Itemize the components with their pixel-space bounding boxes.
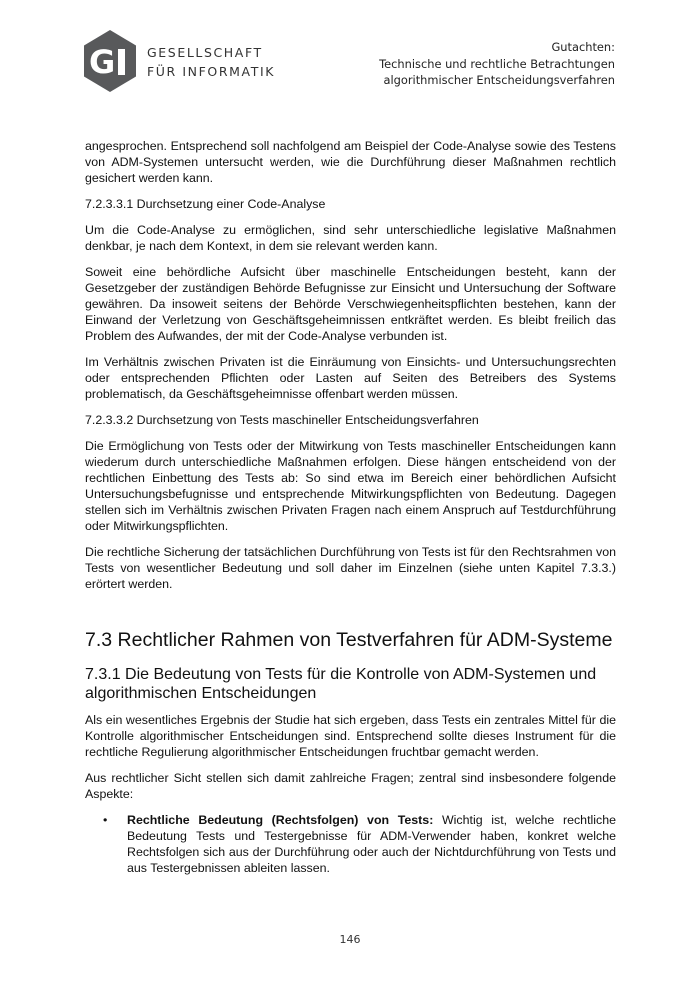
paragraph: Die Ermöglichung von Tests oder der Mitwirkung von Tests maschineller Entscheidungen kann wiederum durch unterschiedliche Maßnahmen erfolgen. Diese hängen entscheidend von der rechtlichen Einbettung des Tests ab: So sind etwa im Bereich einer behördlichen Aufsicht Untersuchungsbefugnisse und entsprechende Mitwirkungspflichten von Bedeutung. Dagegen stellen sich im Verhältnis zwischen Privaten Fragen nach einem Anspruch auf Testdurchführung oder Mitwirkungspflichten. (85, 439, 616, 533)
subsection-heading: 7.2.3.3.2 Durchsetzung von Tests maschineller Entscheidungsverfahren (85, 413, 479, 427)
section-heading: 7.3 Rechtlicher Rahmen von Testverfahren für ADM-Systeme (85, 629, 613, 651)
gi-logo-icon (84, 30, 136, 92)
organization-name (147, 43, 275, 81)
document-title (379, 39, 615, 89)
doc-title-line-1: Gutachten: (551, 40, 615, 54)
list-item-text: Wichtig ist, welche rechtliche Bedeutung Tests und Testergebnisse für ADM-Verwender haben, konkret welche Rechtsfolgen sich aus der Durchführung oder auch der Nichtdurchführung von Tests und aus Testergebnissen ableiten lassen. (127, 813, 617, 875)
paragraph: Als ein wesentliches Ergebnis der Studie hat sich ergeben, dass Tests ein zentrales Mittel für die Kontrolle algorithmischer Entscheidungen sind. Entsprechend sollte dieses Instrument für die rechtliche Regulierung algorithmischer Entscheidungen fruchtbar gemacht werden. (85, 713, 616, 759)
svg-text:G: G (89, 43, 116, 81)
paragraph: Aus rechtlicher Sicht stellen sich damit zahlreiche Fragen; zentral sind insbesondere folgende Aspekte: (85, 771, 616, 801)
paragraph: Soweit eine behördliche Aufsicht über maschinelle Entscheidungen besteht, kann der Gesetzgeber der zuständigen Behörde Befugnisse zur Einsicht und Untersuchung der Software gewähren. Da insoweit seitens der Behörde Verschwiegenheitspflichten bestehen, kann der Einwand der Verletzung von Geschäftsgeheimnissen entkräftet werden. Es bleibt freilich das Problem des Aufwandes, der mit der Code-Analyse verbunden ist. (85, 265, 616, 343)
page-content (85, 138, 616, 876)
subsection-heading: 7.2.3.3.1 Durchsetzung einer Code-Analyse (85, 197, 326, 211)
paragraph: Die rechtliche Sicherung der tatsächlichen Durchführung von Tests ist für den Rechtsrahmen von Tests von wesentlicher Bedeutung und soll daher im Einzelnen (siehe unten Kapitel 7.3.3.) erörtert werden. (85, 545, 616, 591)
paragraph: Im Verhältnis zwischen Privaten ist die Einräumung von Einsichts- und Untersuchungsrechten oder entsprechenden Pflichten oder Lasten auf Seiten des Betreibers des Systems problematisch, da Geschäftsgeheimnisse offenbart werden müssen. (85, 355, 616, 401)
doc-title-line-2: Technische und rechtliche Betrachtungen (379, 56, 615, 71)
list-item-term: Rechtliche Bedeutung (Rechtsfolgen) von Tests: (127, 813, 434, 827)
list-item (85, 812, 616, 876)
subsection-title: 7.3.1 Die Bedeutung von Tests für die Kontrolle von ADM-Systemen und algorithmischen Entscheidungen (85, 666, 597, 702)
doc-title-line-3: algorithmischer Entscheidungsverfahren (383, 73, 615, 87)
page-number: 146 (339, 933, 361, 946)
page-header (0, 0, 700, 110)
bullet-list (85, 812, 616, 876)
paragraph: Um die Code-Analyse zu ermöglichen, sind sehr unterschiedliche legislative Maßnahmen denkbar, je nach dem Kontext, in dem sie relevant werden kann. (85, 223, 616, 253)
paragraph: angesprochen. Entsprechend soll nachfolgend am Beispiel der Code-Analyse sowie des Testens von ADM-Systemen untersucht werden, wie die Durchführung dieser Maßnahmen rechtlich gesichert werden kann. (85, 139, 616, 185)
org-line-2: FÜR INFORMATIK (147, 64, 276, 79)
org-line-1: GESELLSCHAFT (147, 45, 263, 60)
bullet-icon: • (103, 813, 108, 827)
